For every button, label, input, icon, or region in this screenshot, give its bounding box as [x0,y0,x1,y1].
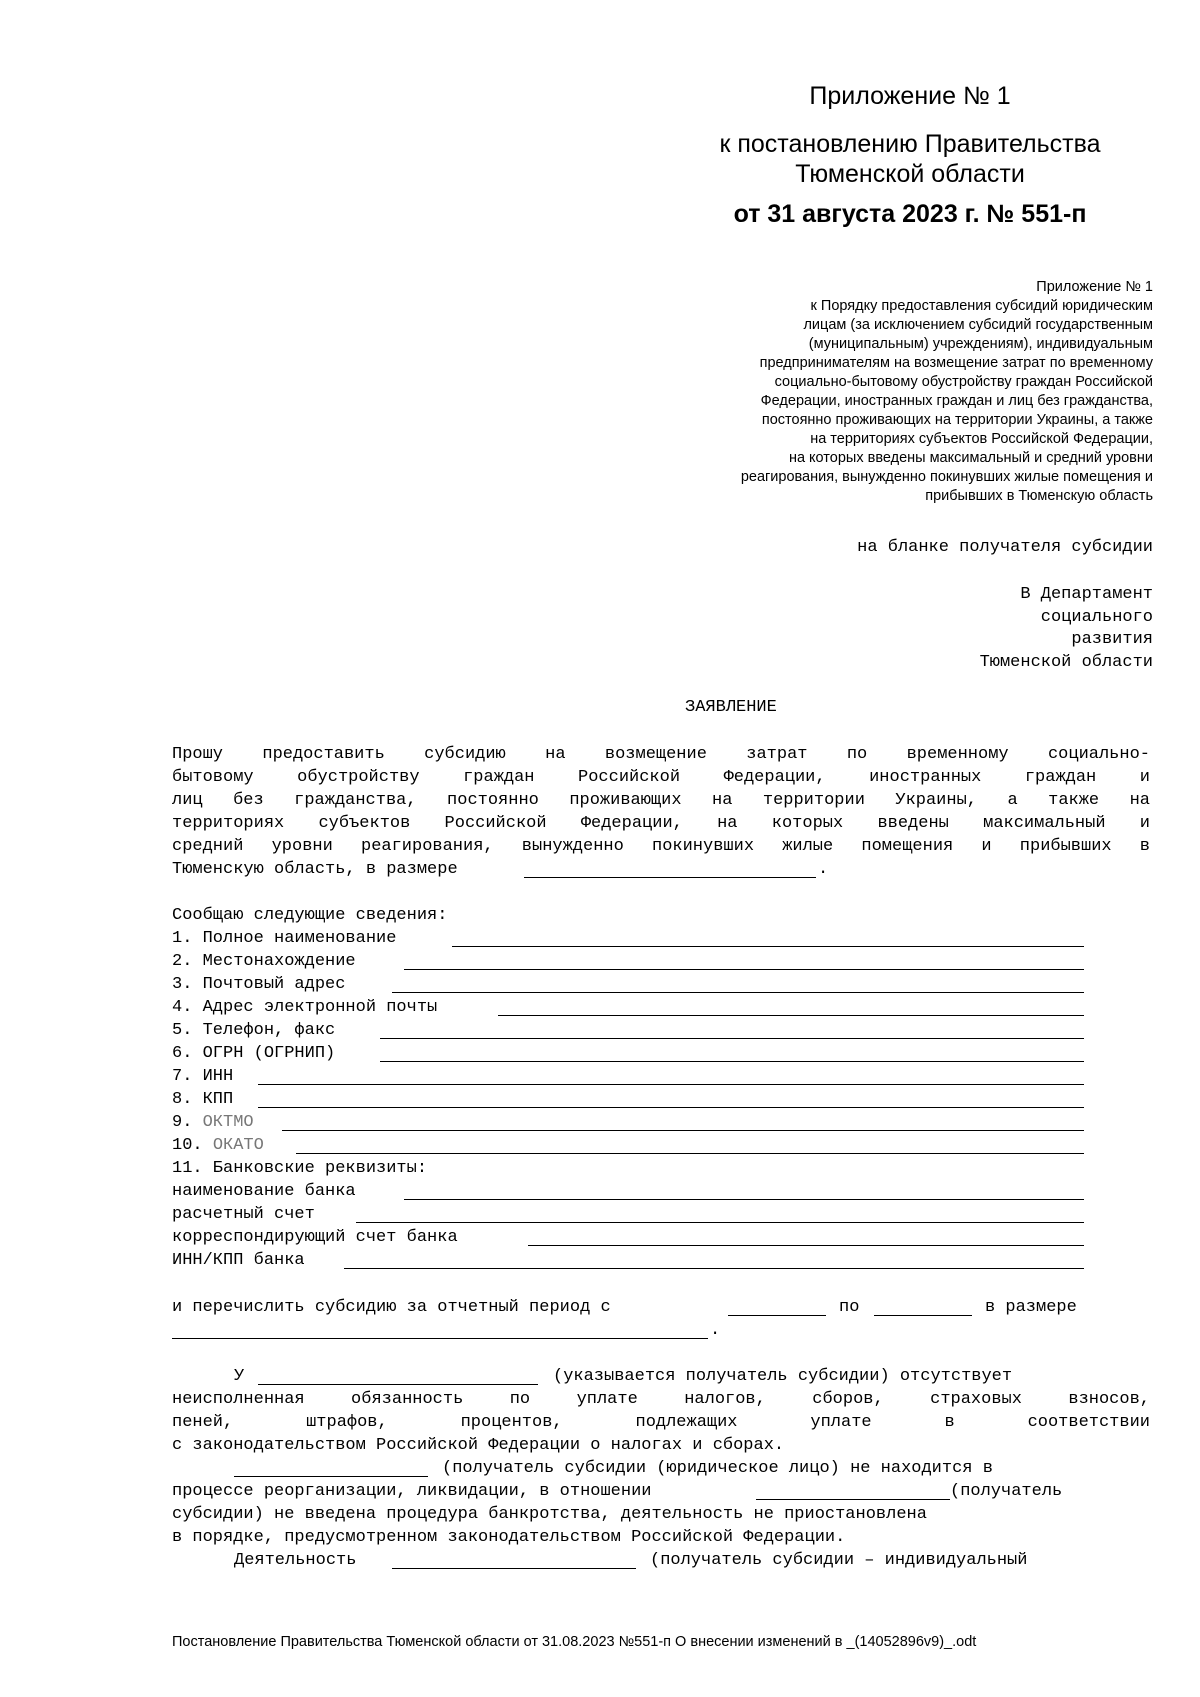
field-okato-number: 10. [172,1136,213,1155]
region-name: Тюменской области [795,160,1025,188]
info-intro: Сообщаю следующие сведения: [172,906,448,925]
appendix-note-line: лицам (за исключением субсидий государственным [803,317,1153,333]
request-paragraph [172,743,1150,858]
appendix-heading: Приложение № 1 [809,82,1011,110]
transfer-amount-label: в размере [985,1298,1077,1317]
recipient-activity-field[interactable] [392,1568,636,1569]
correspondent-account-input[interactable] [528,1245,1084,1246]
field-postal-address-label: 3. Почтовый адрес [172,975,346,994]
appendix-note-line: к Порядку предоставления субсидий юридическим [810,298,1153,314]
settlement-account-label: расчетный счет [172,1205,315,1224]
bank-inn-kpp-input[interactable] [344,1268,1084,1269]
field-okato-label [172,1134,264,1157]
bank-name-label: наименование банка [172,1182,356,1201]
addressee [980,584,1153,674]
field-oktmo-name: ОКТМО [202,1113,254,1132]
appendix-note-line: (муниципальным) учреждениям), индивидуальным [808,336,1153,352]
field-phone-fax-input[interactable] [380,1038,1084,1039]
declaration1-text: (указывается получатель субсидии) отсутствует [553,1367,1013,1386]
field-full-name-input[interactable] [452,946,1084,947]
request-amount-field[interactable] [524,877,816,878]
declaration1-body [172,1388,1150,1457]
addressee-line: В Департамент [1020,585,1153,604]
declaration2-line3: субсидии) не введена процедура банкротства, деятельность не приостановлена [172,1505,927,1524]
appendix-note-line: социально-бытовому обустройству граждан Российской [774,374,1153,390]
declaration2-line4: в порядке, предусмотренном законодательством Российской Федерации. [172,1528,846,1547]
addressee-line: развития [1071,630,1153,649]
paragraph-line: лиц без гражданства, постоянно проживающих на территории Украины, а также на [172,791,1150,810]
period-to-field[interactable] [874,1315,972,1316]
declaration3-start: Деятельность [234,1551,357,1570]
resolution-reference: к постановлению Правительства [719,130,1101,158]
paragraph-line: Прошу предоставить субсидию на возмещение затрат по временному социально- [172,745,1150,764]
bank-name-input[interactable] [404,1199,1084,1200]
paragraph-line: неисполненная обязанность по уплате налогов, сборов, страховых взносов, [172,1390,1150,1409]
field-oktmo-input[interactable] [282,1130,1084,1131]
appendix-note-line: предпринимателям на возмещение затрат по временному [759,355,1153,371]
letterhead-note: на бланке получателя субсидии [857,538,1153,557]
bank-inn-kpp-label: ИНН/КПП банка [172,1251,305,1270]
document-title: ЗАЯВЛЕНИЕ [685,698,777,717]
request-period: . [818,860,829,879]
declaration1-start: У [234,1367,245,1386]
appendix-note-line: Приложение № 1 [1036,279,1153,295]
settlement-account-input[interactable] [356,1222,1084,1223]
recipient-bankruptcy-field[interactable] [756,1499,950,1500]
paragraph-line: с законодательством Российской Федерации о налогах и сборах. [172,1436,785,1455]
page-footer: Постановление Правительства Тюменской области от 31.08.2023 №551-п О внесении изменений в _(14052896v9)_.odt [172,1634,977,1650]
paragraph-line: бытовому обустройству граждан Российской Федерации, иностранных граждан и [172,768,1150,787]
appendix-note [633,278,1153,506]
appendix-note-line: на территориях субъектов Российской Федерации, [810,431,1153,447]
field-inn-label: 7. ИНН [172,1067,234,1086]
field-phone-fax-label: 5. Телефон, факс [172,1021,336,1040]
appendix-note-line: прибывших в Тюменскую область [925,488,1153,504]
recipient-name-field[interactable] [258,1384,538,1385]
transfer-amount-field[interactable] [172,1338,708,1339]
field-inn-input[interactable] [258,1084,1084,1085]
period-from-field[interactable] [728,1315,826,1316]
field-full-name-label: 1. Полное наименование [172,929,397,948]
declaration2-line2: процессе реорганизации, ликвидации, в отношении [172,1482,652,1501]
paragraph-line: территориях субъектов Российской Федерации, на которых введены максимальный и [172,814,1150,833]
field-email-label: 4. Адрес электронной почты [172,998,438,1017]
resolution-date-number: от 31 августа 2023 г. № 551-п [733,200,1087,228]
field-kpp-label: 8. КПП [172,1090,234,1109]
appendix-note-line: на которых введены максимальный и средний уровни [788,450,1153,466]
field-postal-address-input[interactable] [392,992,1084,993]
appendix-note-line: Федерации, иностранных граждан и лиц без гражданства, [760,393,1153,409]
field-oktmo-label [172,1111,254,1134]
declaration2-recipient-note: (получатель [950,1482,1063,1501]
correspondent-account-label: корреспондирующий счет банка [172,1228,458,1247]
transfer-period: . [710,1321,721,1340]
paragraph-line: пеней, штрафов, процентов, подлежащих уплате в соответствии [172,1413,1150,1432]
field-location-input[interactable] [404,969,1084,970]
field-kpp-input[interactable] [258,1107,1084,1108]
bank-details-header: 11. Банковские реквизиты: [172,1159,428,1178]
field-ogrn-input[interactable] [380,1061,1084,1062]
declaration3-text: (получатель субсидии – индивидуальный [650,1551,1028,1570]
transfer-text: и перечислить субсидию за отчетный период с [172,1298,611,1317]
addressee-line: Тюменской области [979,652,1153,672]
field-ogrn-label: 6. ОГРН (ОГРНИП) [172,1044,336,1063]
addressee-line: социального [1040,607,1153,627]
recipient-legal-entity-field[interactable] [234,1476,428,1477]
request-amount-label: Тюменскую область, в размере [172,860,458,879]
declaration2-text: (получатель субсидии (юридическое лицо) не находится в [442,1459,993,1478]
period-to-label: по [839,1298,860,1317]
field-okato-name: ОКАТО [212,1136,264,1155]
appendix-note-line: постоянно проживающих на территории Украины, а также [761,412,1153,428]
paragraph-line: средний уровни реагирования, вынужденно покинувших жилые помещения и прибывших в [172,837,1150,856]
field-location-label: 2. Местонахождение [172,952,356,971]
appendix-note-line: реагирования, вынужденно покинувших жилые помещения и [740,469,1153,485]
field-oktmo-number: 9. [172,1113,203,1132]
field-email-input[interactable] [498,1015,1084,1016]
field-okato-input[interactable] [296,1153,1084,1154]
